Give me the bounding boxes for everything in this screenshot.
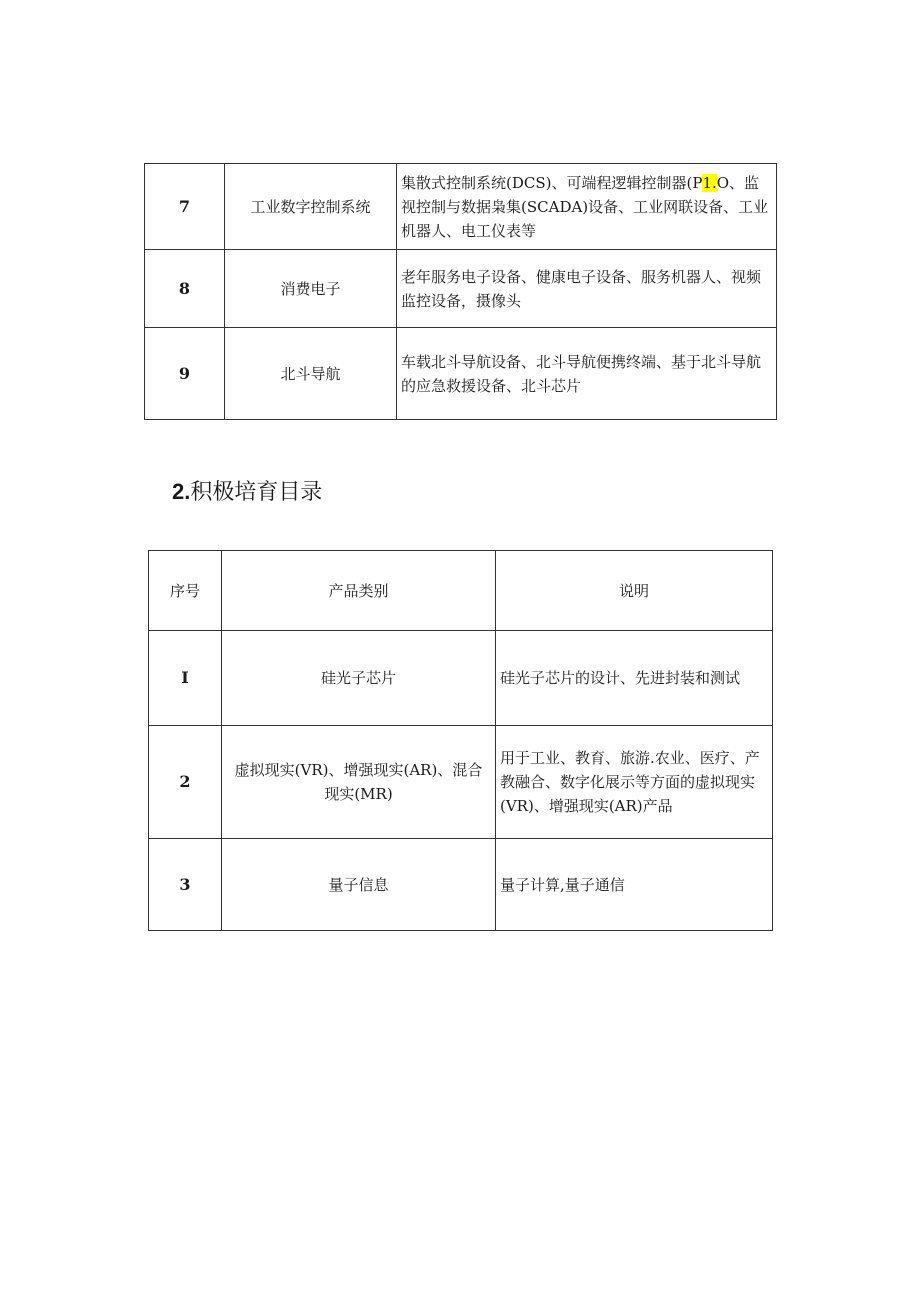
- row-description: 用于工业、教育、旅游.农业、医疗、产教融合、数字化展示等方面的虚拟现实(VR)、增强现实(AR)产品: [496, 726, 773, 839]
- row-category: 量子信息: [222, 839, 496, 931]
- table-row: [145, 164, 777, 250]
- row-description: 硅光子芯片的设计、先进封装和测试: [496, 631, 773, 726]
- section-number: 2.: [172, 479, 191, 504]
- row-number: I: [149, 631, 222, 726]
- row-category: 硅光子芯片: [222, 631, 496, 726]
- row-category: 工业数字控制系统: [225, 164, 397, 250]
- cultivation-catalog-table: [148, 550, 773, 931]
- table-row: [149, 631, 773, 726]
- row-description: 老年服务电子设备、健康电子设备、服务机器人、视频监控设备，摄像头: [397, 250, 777, 328]
- table-row: [145, 328, 777, 420]
- table-header-row: [149, 551, 773, 631]
- header-number: 序号: [149, 551, 222, 631]
- row-category: 北斗导航: [225, 328, 397, 420]
- row-category: 消费电子: [225, 250, 397, 328]
- row-description: [397, 164, 777, 250]
- row-number: 9: [145, 328, 225, 420]
- section-heading: [172, 476, 322, 509]
- row-number: 7: [145, 164, 225, 250]
- description-text: 集散式控制系统(DCS)、可端程逻辑控制器(P: [401, 173, 703, 192]
- table-row: [149, 726, 773, 839]
- section-title-text: 积极培育目录: [190, 480, 323, 505]
- header-category: 产品类别: [222, 551, 496, 631]
- description-text: O、监视控制与数据枭集(SCADA)设备、工业网联设备、工业机器人、电工仪表等: [401, 173, 769, 240]
- row-number: 3: [149, 839, 222, 931]
- table-row: [145, 250, 777, 328]
- row-number: 8: [145, 250, 225, 328]
- industry-table-continued: [144, 163, 777, 420]
- row-description: 车载北斗导航设备、北斗导航便携终端、基于北斗导航的应急救援设备、北斗芯片: [397, 328, 777, 420]
- header-description: 说明: [496, 551, 773, 631]
- row-category: 虚拟现实(VR)、增强现实(AR)、混合现实(MR): [222, 726, 496, 839]
- row-number: 2: [149, 726, 222, 839]
- row-description: 量子计算,量子通信: [496, 839, 773, 931]
- table-row: [149, 839, 773, 931]
- highlighted-text: 1.: [702, 173, 717, 192]
